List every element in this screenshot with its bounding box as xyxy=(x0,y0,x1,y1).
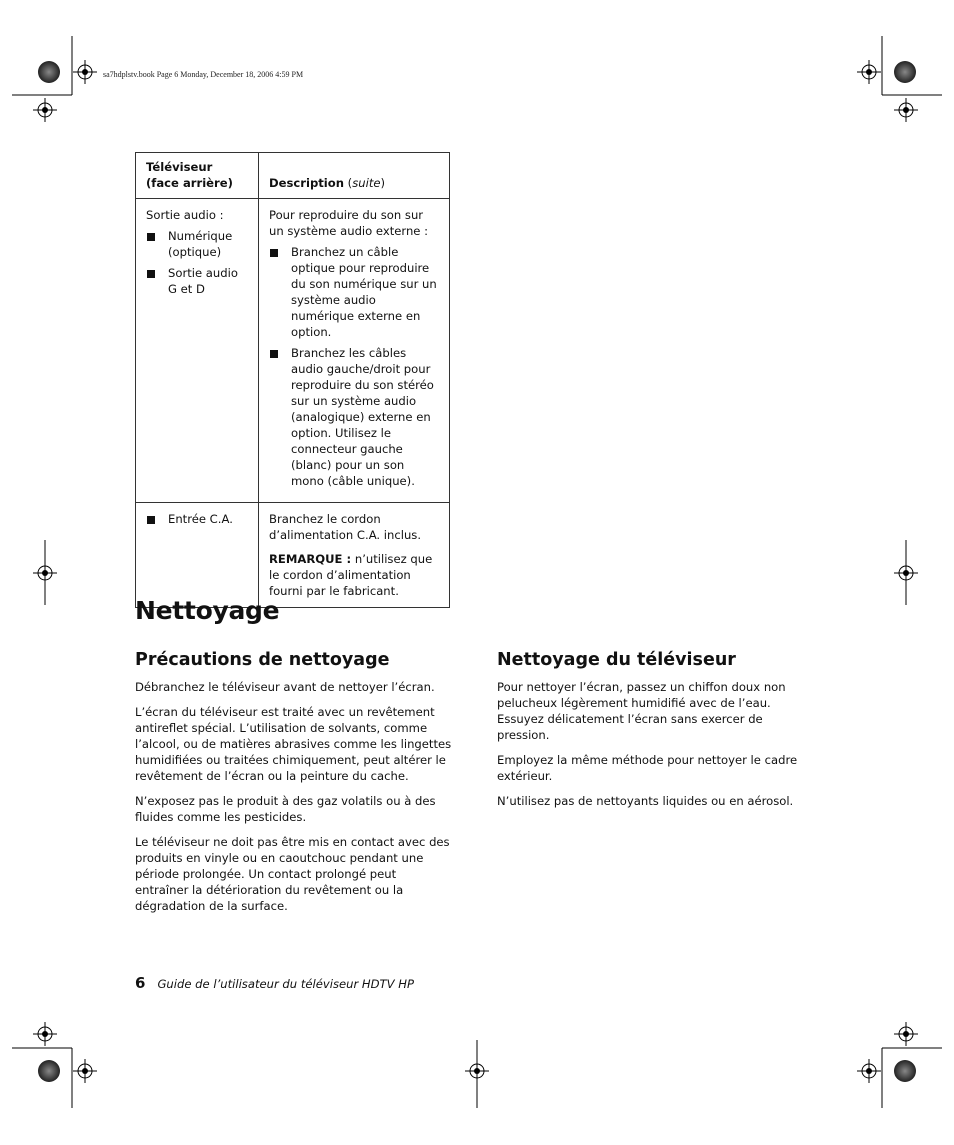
color-dial-icon xyxy=(894,1060,916,1082)
color-dial-icon xyxy=(38,1060,60,1082)
registration-target-icon xyxy=(894,98,918,122)
header-paren-open: ( xyxy=(344,176,353,190)
tv-cleaning-section xyxy=(497,652,815,818)
footer-title: Guide de l’utilisateur du téléviseur HDTV HP xyxy=(157,977,414,991)
note-text: n’utilisez que le cordon d’alimentation fourni par le fabricant. xyxy=(269,552,433,598)
square-bullet-icon xyxy=(270,350,278,358)
list-item: Branchez les câbles audio gauche/droit pour reproduire du son stéréo sur un système audio (analogique) externe en option. Utilisez le connecteur gauche (blanc) pour un son mono (câble unique). xyxy=(269,345,439,489)
list-item: Entrée C.A. xyxy=(146,511,248,527)
connector-list xyxy=(146,511,248,527)
list-item: Numérique (optique) xyxy=(146,228,248,260)
table-row xyxy=(136,199,450,503)
header-suite-label: suite xyxy=(352,176,381,190)
registration-target-icon xyxy=(465,1059,489,1083)
paragraph: Débranchez le téléviseur avant de nettoyer l’écran. xyxy=(135,680,435,694)
subsection-heading: Nettoyage du téléviseur xyxy=(497,650,736,670)
paragraph: L’écran du téléviseur est traité avec un revêtement antireflet spécial. L’utilisation de solvants, comme l’alcool, ou de matières abrasives comme les lingettes humidifiées ou traitées chimiquement, peut altérer le revêtement de l’écran ou la peinture du cache. xyxy=(135,705,452,783)
table-row xyxy=(136,503,450,608)
paragraph: Pour nettoyer l’écran, passez un chiffon doux non pelucheux légèrement humidifié avec de l’eau. Essuyez délicatement l’écran sans exercer de pression. xyxy=(497,680,786,742)
table-header-description xyxy=(259,153,450,199)
table-header-row xyxy=(136,153,450,199)
registration-target-icon xyxy=(73,1059,97,1083)
cell-intro: Pour reproduire du son sur un système audio externe : xyxy=(269,208,429,238)
cell-intro: Sortie audio : xyxy=(146,208,224,222)
color-dial-icon xyxy=(894,61,916,83)
color-dial-icon xyxy=(38,61,60,83)
connector-table xyxy=(135,152,450,608)
header-paren-close: ) xyxy=(380,176,386,190)
registration-target-icon xyxy=(894,561,918,585)
section-title: Nettoyage xyxy=(135,596,280,625)
square-bullet-icon xyxy=(147,270,155,278)
connector-list xyxy=(146,228,248,297)
registration-target-icon xyxy=(33,98,57,122)
square-bullet-icon xyxy=(270,249,278,257)
table-header-tv: Téléviseur (face arrière) xyxy=(136,153,259,199)
subsection-heading: Précautions de nettoyage xyxy=(135,650,390,670)
note xyxy=(269,551,439,599)
square-bullet-icon xyxy=(147,233,155,241)
table-cell-connector xyxy=(136,199,259,503)
registration-target-icon xyxy=(33,561,57,585)
square-bullet-icon xyxy=(147,516,155,524)
header-description-label: Description xyxy=(269,176,344,190)
cell-text: Branchez le cordon d’alimentation C.A. inclus. xyxy=(269,512,422,542)
page-number: 6 xyxy=(135,974,146,992)
description-list xyxy=(269,244,439,489)
registration-target-icon xyxy=(894,1022,918,1046)
list-item: Branchez un câble optique pour reproduire du son numérique sur un système audio numérique externe en option. xyxy=(269,244,439,340)
print-header: sa7hdplstv.book Page 6 Monday, December 18, 2006 4:59 PM xyxy=(103,70,304,79)
paragraph: Employez la même méthode pour nettoyer le cadre extérieur. xyxy=(497,753,798,783)
paragraph: N’utilisez pas de nettoyants liquides ou en aérosol. xyxy=(497,794,794,808)
list-item: Sortie audio G et D xyxy=(146,265,248,297)
registration-target-icon xyxy=(33,1022,57,1046)
paragraph: N’exposez pas le produit à des gaz volatils ou à des fluides comme les pesticides. xyxy=(135,794,436,824)
page-footer xyxy=(135,974,414,992)
registration-target-icon xyxy=(73,60,97,84)
cleaning-precautions-section xyxy=(135,652,453,923)
registration-target-icon xyxy=(857,1059,881,1083)
paragraph: Le téléviseur ne doit pas être mis en contact avec des produits en vinyle ou en caoutchouc pendant une période prolongée. Un contact prolongé peut entraîner la détérioration du revêtement ou la dégradation de la surface. xyxy=(135,835,450,913)
table-cell-description xyxy=(259,199,450,503)
registration-target-icon xyxy=(857,60,881,84)
table-cell-connector xyxy=(136,503,259,608)
note-label: REMARQUE : xyxy=(269,552,352,566)
table-cell-description xyxy=(259,503,450,608)
